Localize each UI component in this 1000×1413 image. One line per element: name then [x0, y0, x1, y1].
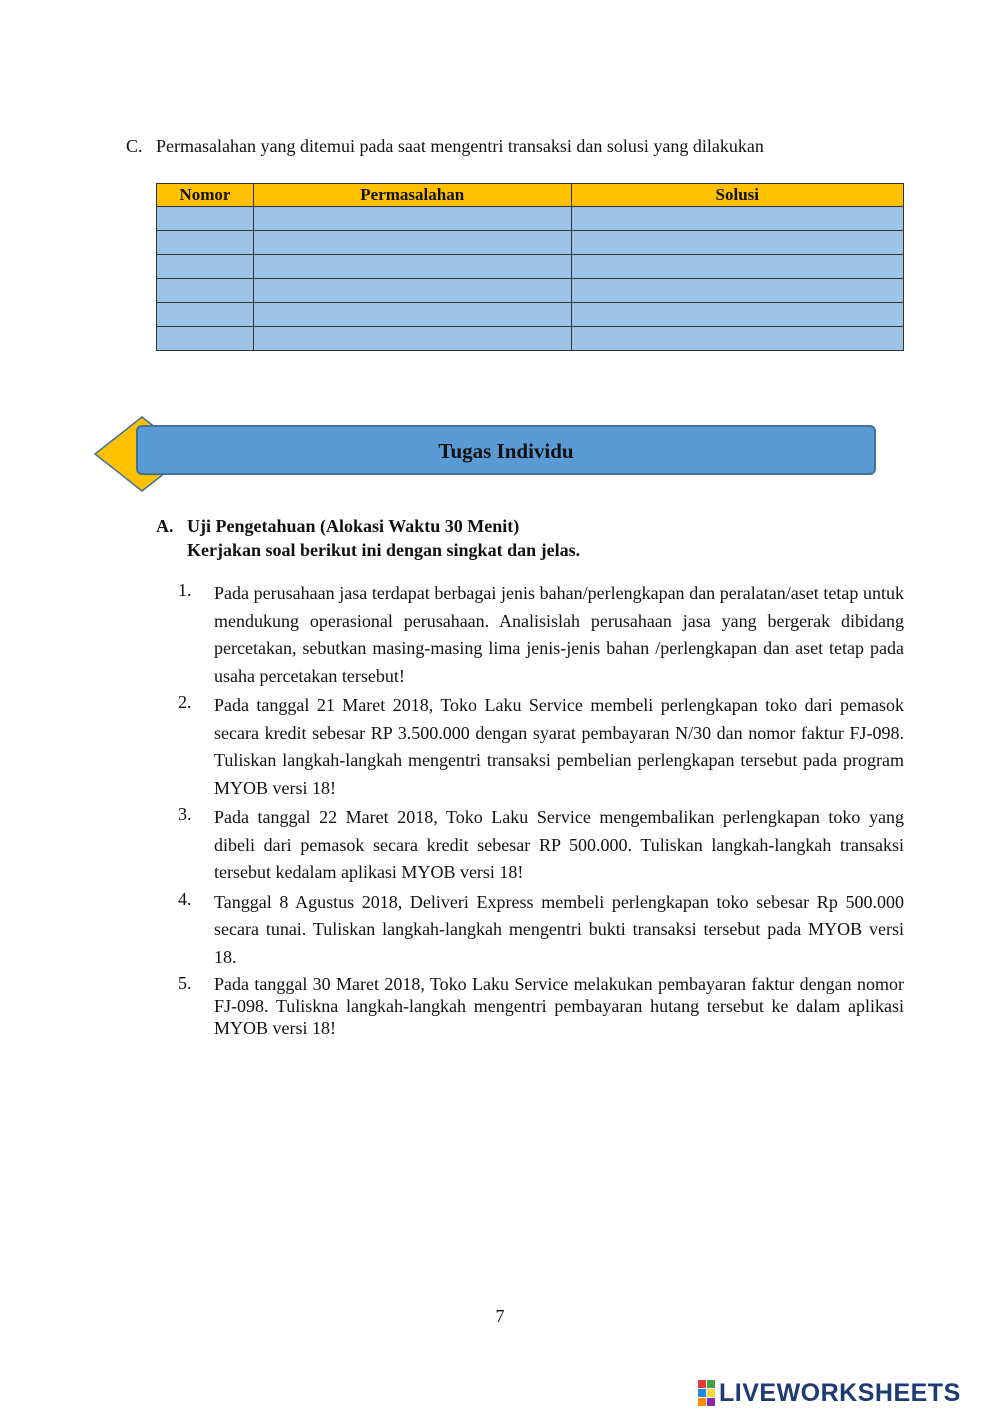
- permasalahan-cell[interactable]: [253, 255, 571, 279]
- solusi-cell[interactable]: [571, 207, 903, 231]
- table-row: [157, 231, 904, 255]
- solusi-cell[interactable]: [571, 303, 903, 327]
- logo-square: [707, 1398, 715, 1406]
- banner-title: Tugas Individu: [438, 439, 574, 463]
- table-row: [157, 279, 904, 303]
- question-item: [178, 804, 904, 887]
- question-number: 5.: [178, 973, 192, 993]
- permasalahan-cell[interactable]: [253, 231, 571, 255]
- section-a-subtitle: Kerjakan soal berikut ini dengan singkat dan jelas.: [187, 540, 581, 560]
- solusi-cell[interactable]: [571, 327, 903, 351]
- nomor-cell[interactable]: [157, 279, 254, 303]
- question-number: 1.: [178, 580, 192, 600]
- question-text: Pada tanggal 21 Maret 2018, Toko Laku Service membeli perlengkapan toko dari pemasok secara kredit sebesar RP 3.500.000 dengan syarat pembayaran N/30 dan nomor faktur FJ-098. Tuliskan langkah-langkah mengentri transaksi pembelian perlengkapan tersebut pada program MYOB versi 18!: [214, 695, 904, 798]
- solusi-cell[interactable]: [571, 255, 903, 279]
- nomor-cell[interactable]: [157, 303, 254, 327]
- nomor-cell[interactable]: [157, 255, 254, 279]
- question-text: Pada tanggal 22 Maret 2018, Toko Laku Service mengembalikan perlengkapan toko yang dibeli dari pemasok secara kredit sebesar RP 500.000. Tuliskan langkah-langkah transaksi tersebut kedalam aplikasi MYOB versi 18!: [214, 807, 904, 882]
- permasalahan-cell[interactable]: [253, 327, 571, 351]
- header-nomor: Nomor: [157, 184, 254, 207]
- table-row: [157, 255, 904, 279]
- nomor-cell[interactable]: [157, 207, 254, 231]
- section-a-letter: A.: [156, 516, 174, 536]
- problems-solutions-table: [156, 183, 904, 351]
- question-item: [178, 973, 904, 1039]
- question-text: Tanggal 8 Agustus 2018, Deliveri Express membeli perlengkapan toko sebesar Rp 500.000 secara tunai. Tuliskan langkah-langkah mengentri bukti transaksi tersebut pada MYOB versi 18.: [214, 891, 904, 967]
- logo-square: [698, 1380, 706, 1388]
- question-list: [178, 580, 904, 1041]
- logo-square: [698, 1398, 706, 1406]
- permasalahan-cell[interactable]: [253, 279, 571, 303]
- table-row: [157, 327, 904, 351]
- header-solusi: Solusi: [571, 184, 903, 207]
- section-c-title: Permasalahan yang ditemui pada saat mengentri transaksi dan solusi yang dilakukan: [156, 136, 764, 156]
- solusi-cell[interactable]: [571, 231, 903, 255]
- liveworksheets-icon: [698, 1380, 715, 1406]
- permasalahan-cell[interactable]: [253, 303, 571, 327]
- question-item: [178, 692, 904, 802]
- liveworksheets-logo: [698, 1378, 961, 1408]
- nomor-cell[interactable]: [157, 327, 254, 351]
- question-item: [178, 580, 904, 690]
- question-number: 2.: [178, 692, 192, 712]
- question-number: 3.: [178, 804, 192, 824]
- question-number: 4.: [178, 888, 192, 909]
- solusi-cell[interactable]: [571, 279, 903, 303]
- section-c-heading: [126, 136, 764, 157]
- section-c-letter: C.: [126, 136, 143, 156]
- permasalahan-cell[interactable]: [253, 207, 571, 231]
- page-number: 7: [495, 1306, 505, 1326]
- table-row: [157, 303, 904, 327]
- nomor-cell[interactable]: [157, 231, 254, 255]
- question-text: Pada tanggal 30 Maret 2018, Toko Laku Service melakukan pembayaran faktur dengan nomor FJ-098. Tuliskna langkah-langkah mengentri pembayaran hutang tersebut ke dalam aplikasi MYOB versi 18!: [214, 974, 904, 1038]
- logo-square: [707, 1389, 715, 1397]
- header-permasalahan: Permasalahan: [253, 184, 571, 207]
- logo-square: [707, 1380, 715, 1388]
- section-a-title: Uji Pengetahuan (Alokasi Waktu 30 Menit): [187, 516, 520, 536]
- liveworksheets-brand: LIVEWORKSHEETS: [719, 1378, 961, 1407]
- section-a-heading: [156, 514, 580, 562]
- table-row: [157, 207, 904, 231]
- question-item: [178, 889, 904, 972]
- logo-square: [698, 1389, 706, 1397]
- table-header-row: [157, 184, 904, 207]
- question-text: Pada perusahaan jasa terdapat berbagai jenis bahan/perlengkapan dan peralatan/aset tetap untuk mendukung operasional perusahaan. Analisislah perusahaan jasa yang bergerak dibidang percetakan, sebutkan masing-masing lima jenis-jenis bahan /perlengkapan dan aset tetap pada usaha percetakan tersebut!: [214, 583, 904, 686]
- tugas-individu-banner: [136, 425, 876, 475]
